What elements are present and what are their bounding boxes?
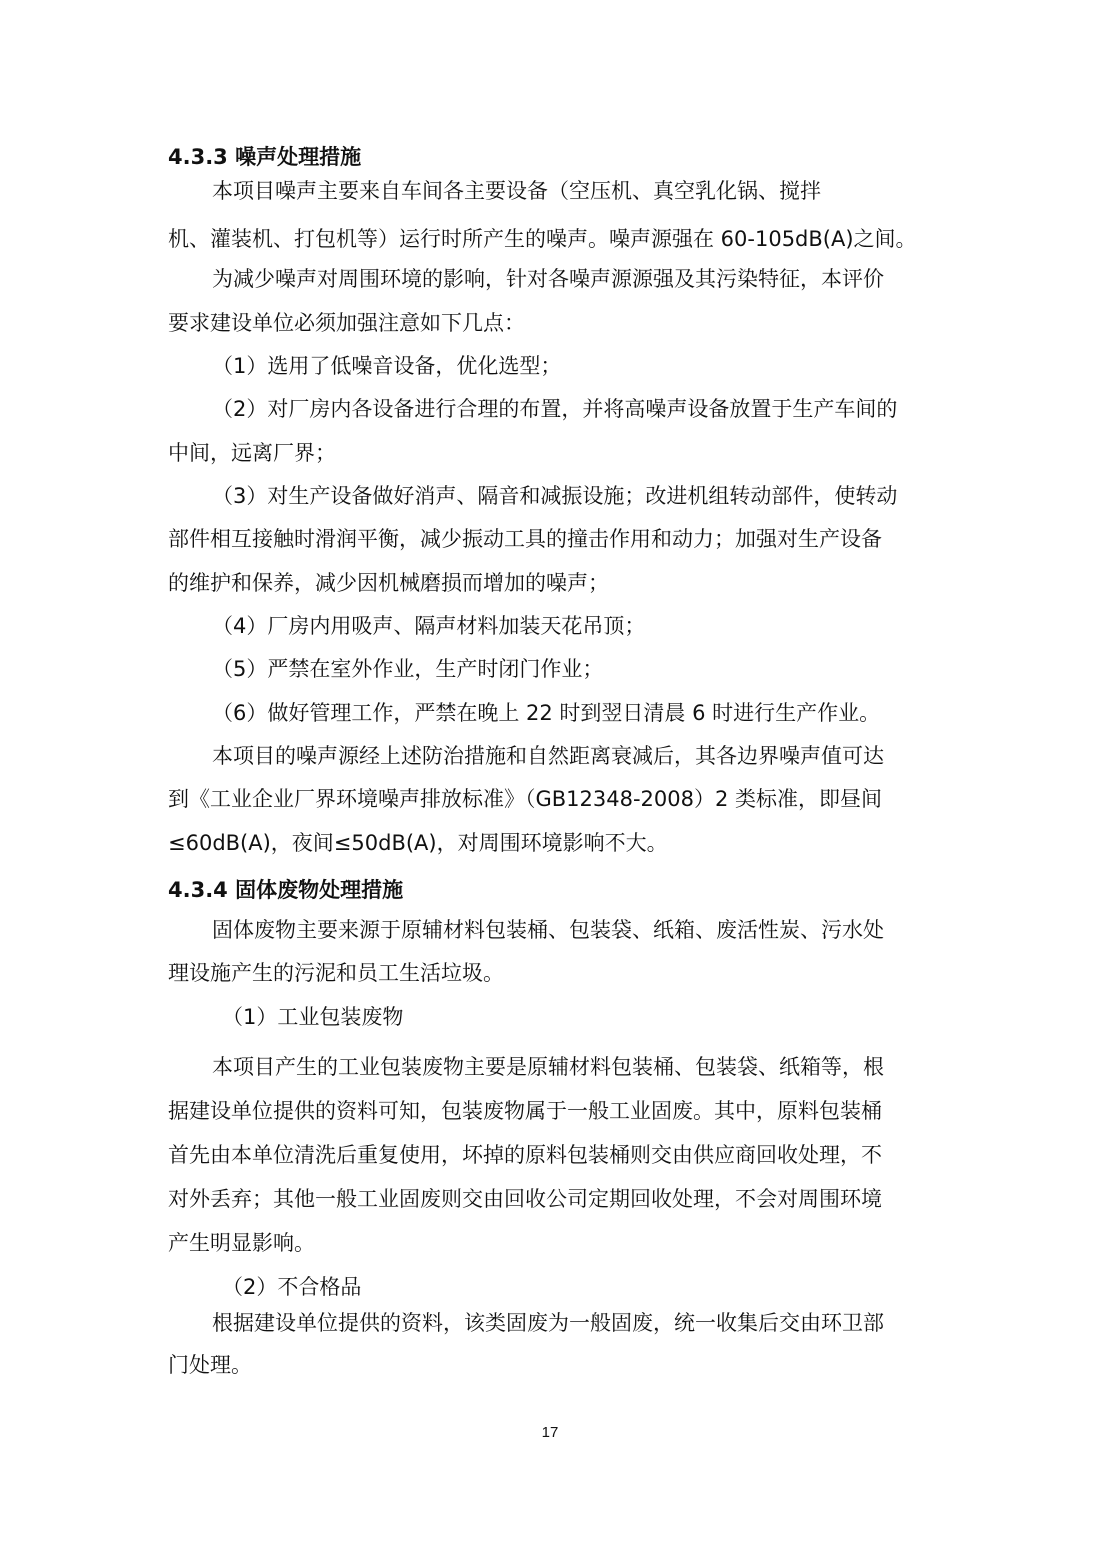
paragraph-line: 为减少噪声对周围环境的影响，针对各噪声源源强及其污染特征，本评价	[212, 267, 884, 291]
paragraph-line: 理设施产生的污泥和员工生活垃圾。	[168, 961, 504, 985]
paragraph-line: 门处理。	[168, 1353, 252, 1377]
list-item-2: （2）对厂房内各设备进行合理的布置，并将高噪声设备放置于生产车间的	[212, 397, 898, 421]
subheading-unqualified-products: （2）不合格品	[222, 1275, 362, 1299]
subheading-industrial-packaging: （1）工业包装废物	[222, 1005, 404, 1029]
paragraph-line: 产生明显影响。	[168, 1231, 315, 1255]
list-item-1: （1）选用了低噪音设备，优化选型；	[212, 354, 562, 378]
list-item-4: （4）厂房内用吸声、隔声材料加装天花吊顶；	[212, 614, 646, 638]
paragraph-line: 的维护和保养，减少因机械磨损而增加的噪声；	[168, 571, 609, 595]
paragraph-line: 部件相互接触时滑润平衡，减少振动工具的撞击作用和动力；加强对生产设备	[168, 527, 882, 551]
paragraph-line: 本项目噪声主要来自车间各主要设备（空压机、真空乳化锅、搅拌	[212, 179, 821, 203]
section-heading-4-3-3: 4.3.3 噪声处理措施	[168, 145, 362, 169]
page-number: 17	[541, 1424, 559, 1441]
paragraph-line: 本项目产生的工业包装废物主要是原辅材料包装桶、包装袋、纸箱等，根	[212, 1055, 884, 1079]
paragraph-line: 中间，远离厂界；	[168, 441, 336, 465]
list-item-3: （3）对生产设备做好消声、隔音和减振设施；改进机组转动部件，使转动	[212, 484, 898, 508]
paragraph-line: 固体废物主要来源于原辅材料包装桶、包装袋、纸箱、废活性炭、污水处	[212, 918, 884, 942]
paragraph-line: 到《工业企业厂界环境噪声排放标准》（GB12348-2008）2 类标准，即昼间	[168, 787, 883, 811]
paragraph-line: 要求建设单位必须加强注意如下几点：	[168, 311, 525, 335]
paragraph-line: 本项目的噪声源经上述防治措施和自然距离衰减后，其各边界噪声值可达	[212, 744, 884, 768]
list-item-6: （6）做好管理工作，严禁在晚上 22 时到翌日清晨 6 时进行生产作业。	[212, 701, 881, 725]
paragraph-line: ≤60dB(A)，夜间≤50dB(A)，对周围环境影响不大。	[168, 831, 668, 855]
paragraph-line: 对外丢弃；其他一般工业固废则交由回收公司定期回收处理，不会对周围环境	[168, 1187, 882, 1211]
section-heading-4-3-4: 4.3.4 固体废物处理措施	[168, 878, 404, 902]
paragraph-line: 据建设单位提供的资料可知，包装废物属于一般工业固废。其中，原料包装桶	[168, 1099, 882, 1123]
paragraph-line: 首先由本单位清洗后重复使用，坏掉的原料包装桶则交由供应商回收处理，不	[168, 1143, 882, 1167]
list-item-5: （5）严禁在室外作业，生产时闭门作业；	[212, 657, 604, 681]
paragraph-line: 机、灌装机、打包机等）运行时所产生的噪声。噪声源强在 60-105dB(A)之间。	[168, 227, 917, 251]
paragraph-line: 根据建设单位提供的资料，该类固废为一般固废，统一收集后交由环卫部	[212, 1311, 884, 1335]
